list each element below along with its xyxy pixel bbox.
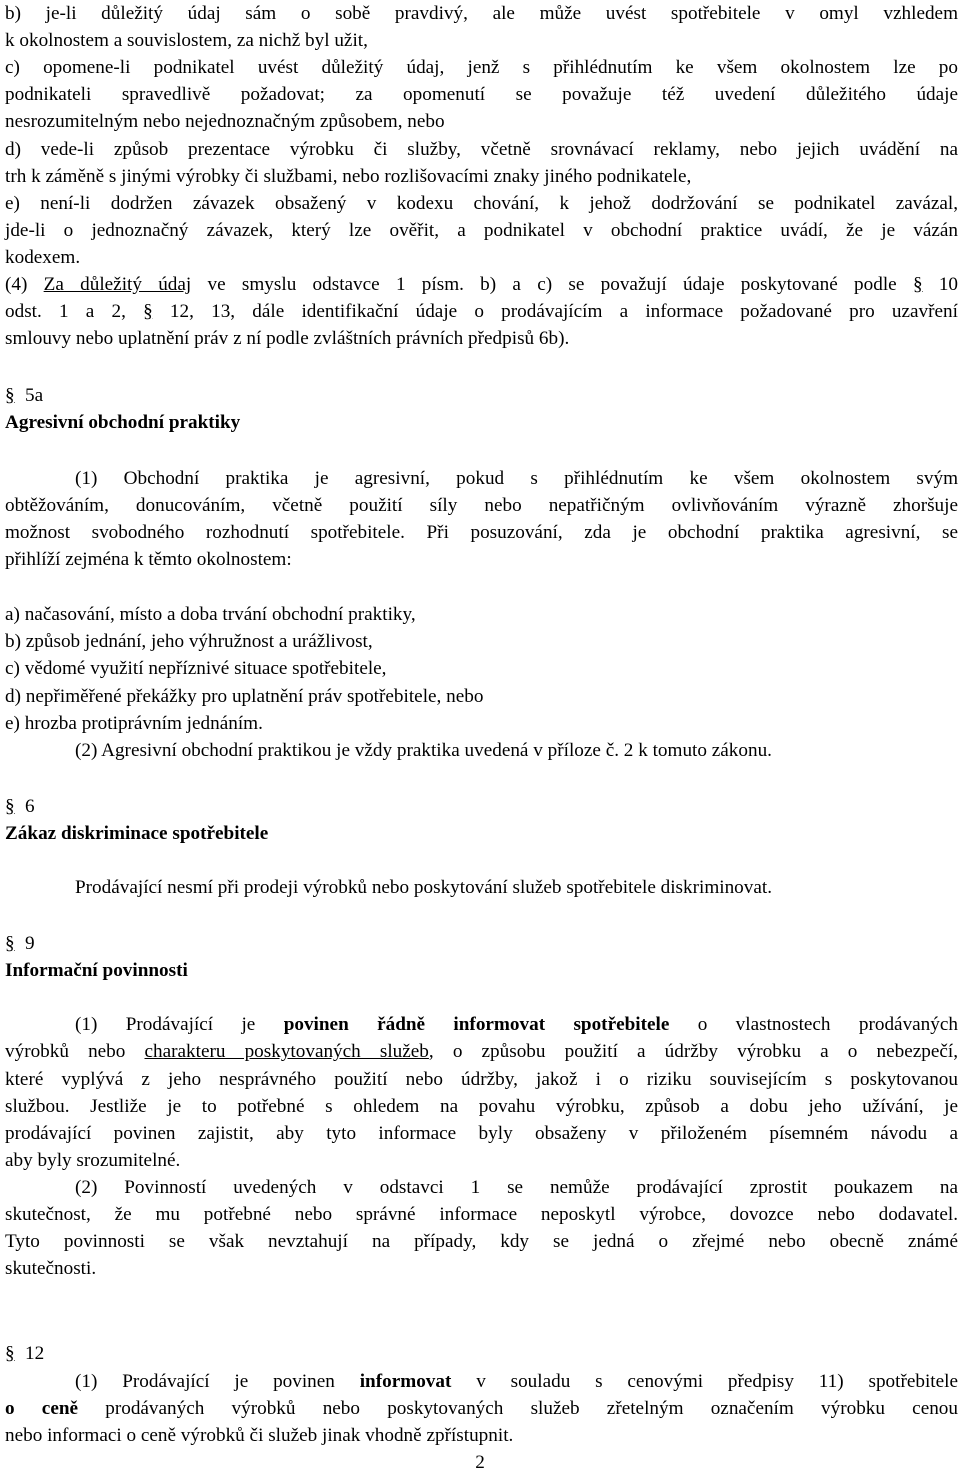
text-line: obtěžováním, donucováním, včetně použití síly nebo nepatřičným ovlivňováním výrazně zhoršuje bbox=[5, 495, 958, 516]
section-symbol[interactable]: § bbox=[5, 933, 15, 954]
text-run: 10 bbox=[922, 274, 959, 295]
text-line bbox=[5, 1011, 958, 1038]
text-line: Tyto povinnosti se však nevztahují na případy, kdy se jedná o zřejmé nebo obecně známé bbox=[5, 1231, 958, 1252]
bold-text: informovat bbox=[359, 1371, 452, 1392]
text-run: , o způsobu použití a údržby výrobku a o nebezpečí, bbox=[428, 1041, 959, 1062]
list-item: c) vědomé využití nepříznivé situace spotřebitele, bbox=[5, 658, 387, 679]
text-line: Prodávající nesmí při prodeji výrobků nebo poskytování služeb spotřebitele diskriminovat. bbox=[75, 877, 773, 898]
list-item: d) nepřiměřené překážky pro uplatnění práv spotřebitele, nebo bbox=[5, 686, 484, 707]
text-run: prodávaných výrobků nebo poskytovaných služeb zřetelným označením výrobku cenou bbox=[78, 1398, 958, 1419]
text-line: prodávající povinen zajistit, aby tyto informace byly obsaženy v přiloženém písemném návodu a bbox=[5, 1123, 958, 1144]
text-run: (4) bbox=[5, 274, 44, 295]
text-line: skutečnosti. bbox=[5, 1258, 97, 1279]
link-service-character[interactable]: charakteru poskytovaných služeb bbox=[144, 1041, 429, 1062]
section-number: § 12 bbox=[5, 1340, 44, 1367]
text-line: smlouvy nebo uplatnění práv z ní podle zvláštních právních předpisů 6b). bbox=[5, 328, 570, 349]
text-line: (1) Obchodní praktika je agresivní, pokud s přihlédnutím ke všem okolnostem svým bbox=[75, 468, 958, 489]
section-reference-link[interactable]: § bbox=[143, 301, 153, 322]
text-line: skutečnost, že mu potřebné nebo správné informace neposkytl výrobce, dovozce nebo dodavatel. bbox=[5, 1204, 958, 1225]
text-line: kodexem. bbox=[5, 247, 81, 268]
text-line: službou. Jestliže je to potřebné s ohledem na povahu výrobku, způsob a dobu jeho užívání, je bbox=[5, 1096, 958, 1117]
text-line bbox=[5, 271, 958, 298]
section-number: § 9 bbox=[5, 930, 35, 957]
text-line: nesrozumitelným nebo nejednoznačným způsobem, nebo bbox=[5, 111, 445, 132]
text-line: aby byly srozumitelné. bbox=[5, 1150, 181, 1171]
section-symbol[interactable]: § bbox=[5, 796, 15, 817]
list-item: a) načasování, místo a doba trvání obchodní praktiky, bbox=[5, 604, 416, 625]
section-title: Informační povinnosti bbox=[5, 960, 188, 981]
section-symbol[interactable]: § bbox=[5, 385, 15, 406]
text-line: b) je-li důležitý údaj sám o sobě pravdivý, ale může uvést spotřebitele v omyl vzhledem bbox=[5, 3, 958, 24]
bold-text: povinen řádně informovat spotřebitele bbox=[283, 1014, 670, 1035]
text-line: nebo informaci o ceně výrobků či služeb jinak vhodně zpřístupnit. bbox=[5, 1425, 514, 1446]
text-line: které vyplývá z jeho nesprávného použití nebo údržby, jakož i o riziku souvisejícím s poskytovanou bbox=[5, 1069, 958, 1090]
text-line: d) vede-li způsob prezentace výrobku či služby, včetně srovnávací reklamy, nebo jejich uvádění na bbox=[5, 139, 958, 160]
section-number: § 5a bbox=[5, 382, 43, 409]
text-run: 12, 13, dále identifikační údaje o prodávajícím a informace požadované pro uzavření bbox=[152, 301, 958, 322]
text-run: výrobků nebo bbox=[5, 1041, 145, 1062]
list-item: b) způsob jednání, jeho výhružnost a urážlivost, bbox=[5, 631, 373, 652]
text-run: (1) Prodávající je bbox=[75, 1014, 284, 1035]
text-line: (2) Agresivní obchodní praktikou je vždy praktika uvedená v příloze č. 2 k tomuto zákonu. bbox=[75, 740, 772, 761]
link-important-data[interactable]: Za důležitý údaj bbox=[43, 274, 192, 295]
text-line bbox=[5, 1368, 958, 1395]
text-line: k okolnostem a souvislostem, za nichž byl užit, bbox=[5, 30, 368, 51]
section-title: Zákaz diskriminace spotřebitele bbox=[5, 823, 269, 844]
section-title: Agresivní obchodní praktiky bbox=[5, 412, 241, 433]
text-run: (1) Prodávající je povinen bbox=[75, 1371, 360, 1392]
text-line bbox=[5, 1038, 958, 1065]
list-item: e) hrozba protiprávním jednáním. bbox=[5, 713, 263, 734]
text-run: v souladu s cenovými předpisy 11) spotřebitele bbox=[451, 1371, 958, 1392]
section-symbol[interactable]: § bbox=[5, 1343, 15, 1364]
section-reference-link[interactable]: § bbox=[912, 274, 923, 295]
text-line: možnost svobodného rozhodnutí spotřebitele. Při posuzování, zda je obchodní praktika agresivní, se bbox=[5, 522, 958, 543]
text-line: c) opomene-li podnikatel uvést důležitý údaj, jenž s přihlédnutím ke všem okolnostem lze po bbox=[5, 57, 958, 78]
text-line: podnikateli spravedlivě požadovat; za opomenutí se považuje též uvedení důležitého údaje bbox=[5, 84, 958, 105]
section-number: § 6 bbox=[5, 793, 35, 820]
text-line: (2) Povinností uvedených v odstavci 1 se nemůže prodávající zprostit poukazem na bbox=[75, 1177, 958, 1198]
text-run: o vlastnostech prodávaných bbox=[669, 1014, 958, 1035]
text-run: odst. 1 a 2, bbox=[5, 301, 144, 322]
text-line bbox=[5, 298, 958, 325]
page-number: 2 bbox=[475, 1452, 485, 1473]
text-run: ve smyslu odstavce 1 písm. b) a c) se považují údaje poskytované podle bbox=[191, 274, 913, 295]
bold-text: o ceně bbox=[5, 1398, 79, 1419]
text-line: přihlíží zejména k těmto okolnostem: bbox=[5, 549, 292, 570]
text-line bbox=[5, 1395, 958, 1422]
text-line: jde-li o jednoznačný závazek, který lze ověřit, a podnikatel v obchodní praktice uvádí, že je vázán bbox=[5, 220, 958, 241]
text-line: trh k záměně s jinými výrobky či službami, nebo rozlišovacími znaky jiného podnikatele, bbox=[5, 166, 692, 187]
text-line: e) není-li dodržen závazek obsažený v kodexu chování, k jehož dodržování se podnikatel zavázal, bbox=[5, 193, 958, 214]
